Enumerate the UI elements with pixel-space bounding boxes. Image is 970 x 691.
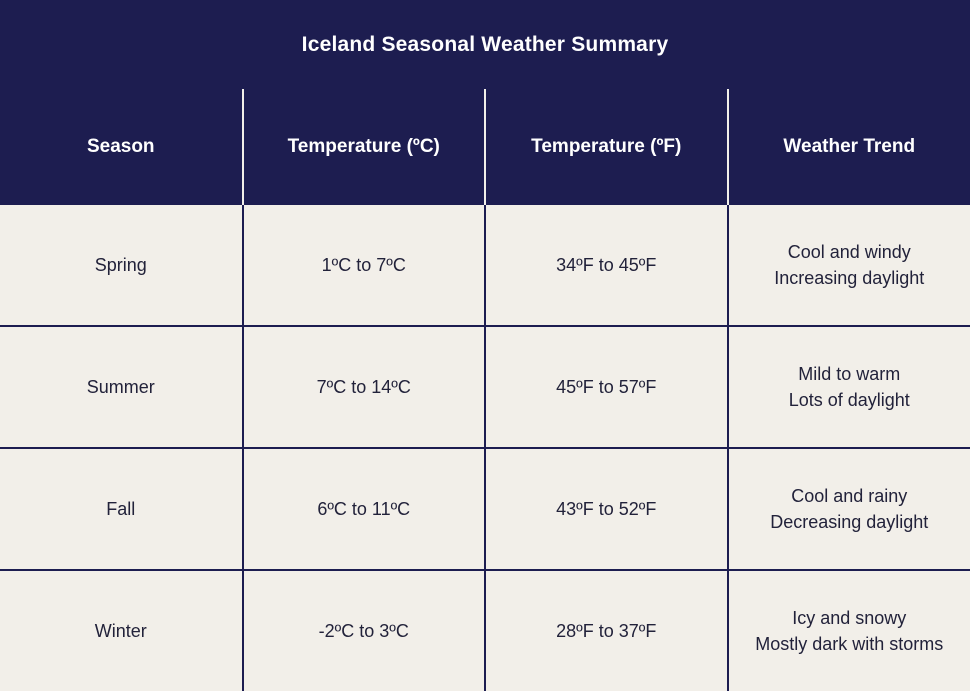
trend-line: Lots of daylight [739, 387, 961, 413]
column-header-temperature-fahrenheit: Temperature (ºF) [485, 89, 728, 205]
cell-fahrenheit: 45ºF to 57ºF [485, 326, 728, 448]
trend-line: Cool and windy [739, 239, 961, 265]
table-row [0, 448, 970, 570]
trend-line: Decreasing daylight [739, 509, 961, 535]
trend-line: Cool and rainy [739, 483, 961, 509]
table-row [0, 570, 970, 691]
table-header-row [0, 89, 970, 205]
cell-celsius: 1ºC to 7ºC [243, 205, 486, 326]
cell-season: Winter [0, 570, 243, 691]
cell-fahrenheit: 28ºF to 37ºF [485, 570, 728, 691]
cell-fahrenheit: 34ºF to 45ºF [485, 205, 728, 326]
cell-season: Fall [0, 448, 243, 570]
cell-fahrenheit: 43ºF to 52ºF [485, 448, 728, 570]
page-title: Iceland Seasonal Weather Summary [0, 0, 970, 89]
table-row [0, 326, 970, 448]
trend-line: Mostly dark with storms [739, 631, 961, 657]
table-row [0, 205, 970, 326]
cell-weather-trend [728, 205, 970, 326]
cell-celsius: 7ºC to 14ºC [243, 326, 486, 448]
cell-celsius: 6ºC to 11ºC [243, 448, 486, 570]
cell-weather-trend [728, 448, 970, 570]
trend-line: Icy and snowy [739, 605, 961, 631]
column-header-temperature-celsius: Temperature (ºC) [243, 89, 486, 205]
cell-weather-trend [728, 326, 970, 448]
column-header-weather-trend: Weather Trend [728, 89, 970, 205]
trend-line: Increasing daylight [739, 265, 961, 291]
column-header-season: Season [0, 89, 243, 205]
cell-celsius: -2ºC to 3ºC [243, 570, 486, 691]
table-title-row [0, 0, 970, 89]
cell-season: Summer [0, 326, 243, 448]
cell-weather-trend [728, 570, 970, 691]
trend-line: Mild to warm [739, 361, 961, 387]
cell-season: Spring [0, 205, 243, 326]
